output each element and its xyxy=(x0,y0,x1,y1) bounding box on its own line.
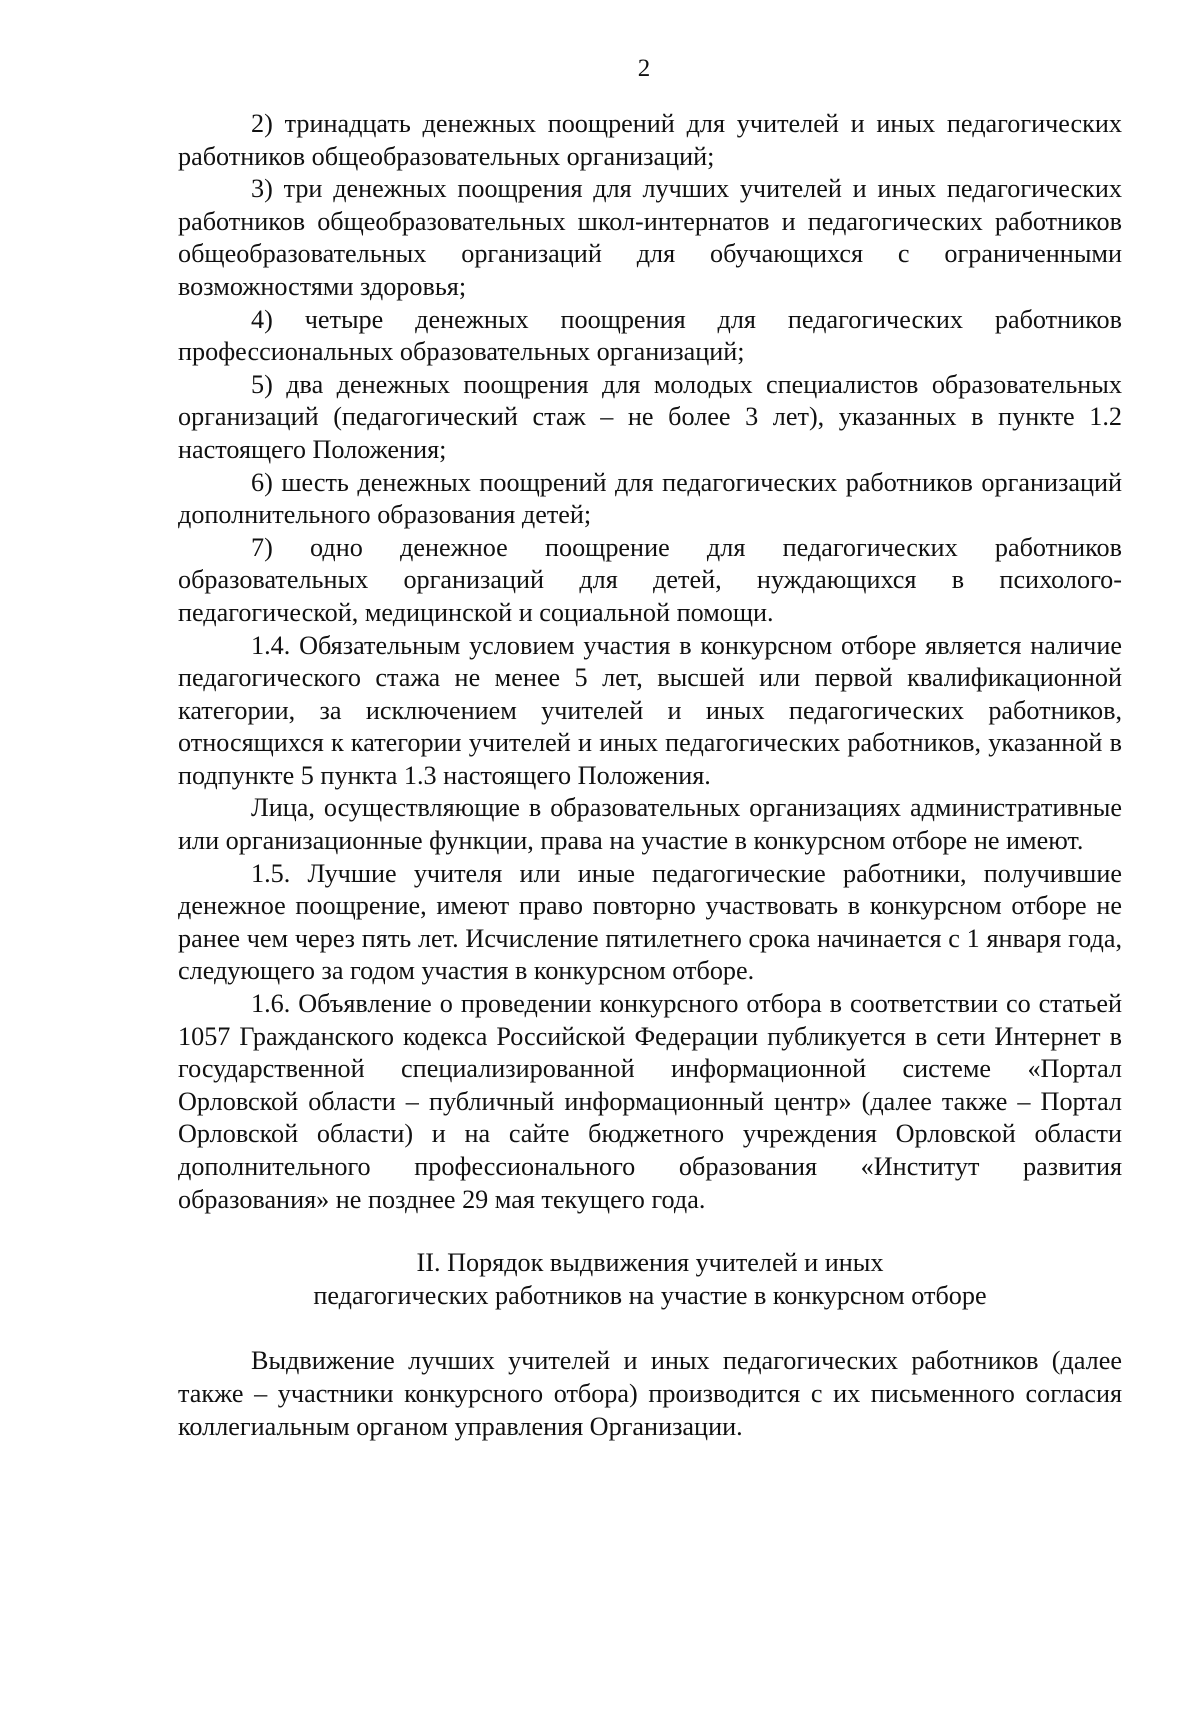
paragraph-1-4: 1.4. Обязательным условием участия в конкурсном отборе является наличие педагогического стажа не менее 5 лет, высшей или первой квалификационной категории, за исключением учителей и иных педагогических работников, относящихся к категории учителей и иных педагогических работников, указанной в подпункте 5 пункта 1.3 настоящего Положения. xyxy=(178,630,1122,790)
paragraph-item-3: 3) три денежных поощрения для лучших учителей и иных педагогических работников общеобразовательных школ-интернатов и педагогических работников общеобразовательных организаций для обучающихся с ограниченными возможностями здоровья; xyxy=(178,174,1122,301)
paragraph-item-2: 2) тринадцать денежных поощрений для учителей и иных педагогических работников общеобразовательных организаций; xyxy=(178,109,1122,171)
paragraph-item-6: 6) шесть денежных поощрений для педагогических работников организаций дополнительного образования детей; xyxy=(178,467,1122,530)
paragraph-1-5: 1.5. Лучшие учителя или иные педагогические работники, получившие денежное поощрение, имеют право повторно участвовать в конкурсном отборе не ранее чем через пять лет. Исчисление пятилетнего срока начинается с 1 января года, следующего за годом участия в конкурсном отборе. xyxy=(178,858,1122,986)
paragraph-admin-persons: Лица, осуществляющие в образовательных организациях административные или организационные функции, права на участие в конкурсном отборе не имеют. xyxy=(178,793,1122,856)
paragraph-item-7: 7) одно денежное поощрение для педагогических работников образовательных организаций для детей, нуждающихся в психолого-педагогической, медицинской и социальной помощи. xyxy=(178,532,1122,627)
paragraph-1-6: 1.6. Объявление о проведении конкурсного отбора в соответствии со статьей 1057 Гражданского кодекса Российской Федерации публикуется в сети Интернет в государственной специализированной информационной системе «Портал Орловской области – публичный информационный центр» (далее также – Портал Орловской области) и на сайте бюджетного учреждения Орловской области дополнительного профессионального образования «Институт развития образования» не позднее 29 мая текущего года. xyxy=(178,989,1122,1214)
section-heading-line-2: педагогических работников на участие в конкурсном отборе xyxy=(313,1280,987,1310)
paragraph-item-5: 5) два денежных поощрения для молодых специалистов образовательных организаций (педагогический стаж – не более 3 лет), указанных в пункте 1.2 настоящего Положения; xyxy=(178,369,1122,464)
section-heading-line-1: II. Порядок выдвижения учителей и иных xyxy=(416,1248,884,1278)
section-heading xyxy=(178,1247,1122,1312)
document-body xyxy=(178,108,1122,1443)
page-number: 2 xyxy=(637,55,651,82)
paragraph-nomination: Выдвижение лучших учителей и иных педагогических работников (далее также – участники конкурсного отбора) производится с их письменного согласия коллегиальным органом управления Организации. xyxy=(178,1346,1122,1441)
paragraph-item-4: 4) четыре денежных поощрения для педагогических работников профессиональных образовательных организаций; xyxy=(178,304,1122,367)
